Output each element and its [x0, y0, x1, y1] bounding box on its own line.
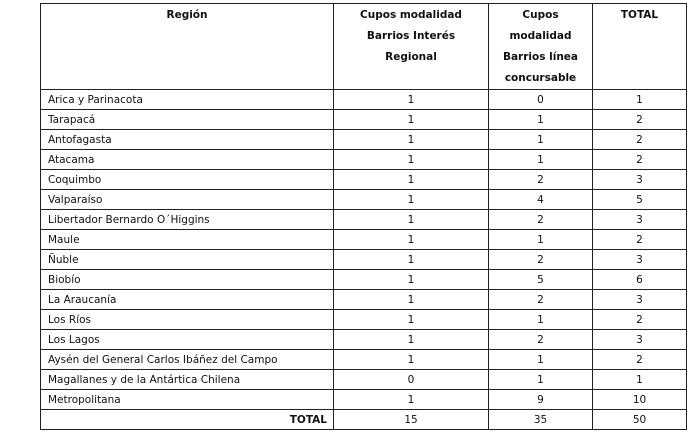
- barrios-linea-concursable-cell: 1: [489, 130, 593, 150]
- table-row: [41, 90, 687, 110]
- region-cell: Metropolitana: [41, 390, 334, 410]
- barrios-linea-concursable-cell: 2: [489, 210, 593, 230]
- row-total-cell: 1: [593, 90, 687, 110]
- barrios-linea-concursable-cell: 1: [489, 230, 593, 250]
- region-cell: Biobío: [41, 270, 334, 290]
- region-cell: Maule: [41, 230, 334, 250]
- barrios-linea-concursable-cell: 1: [489, 310, 593, 330]
- barrios-linea-concursable-cell: 2: [489, 170, 593, 190]
- region-cell: Ñuble: [41, 250, 334, 270]
- row-total-cell: 3: [593, 170, 687, 190]
- table-row: [41, 310, 687, 330]
- barrios-linea-concursable-cell: 4: [489, 190, 593, 210]
- barrios-linea-concursable-cell: 1: [489, 110, 593, 130]
- barrios-interes-regional-cell: 1: [334, 390, 489, 410]
- region-cell: Magallanes y de la Antártica Chilena: [41, 370, 334, 390]
- row-total-cell: 3: [593, 250, 687, 270]
- region-cell: Valparaíso: [41, 190, 334, 210]
- total-row: [41, 410, 687, 430]
- row-total-cell: 5: [593, 190, 687, 210]
- row-total-cell: 1: [593, 370, 687, 390]
- barrios-interes-regional-cell: 1: [334, 150, 489, 170]
- barrios-interes-regional-cell: 0: [334, 370, 489, 390]
- region-cell: Los Ríos: [41, 310, 334, 330]
- barrios-linea-concursable-cell: 9: [489, 390, 593, 410]
- header-region: Región: [41, 4, 334, 90]
- row-total-cell: 10: [593, 390, 687, 410]
- barrios-interes-regional-cell: 1: [334, 170, 489, 190]
- table-row: [41, 130, 687, 150]
- barrios-linea-concursable-cell: 1: [489, 370, 593, 390]
- total-grand: 50: [593, 410, 687, 430]
- region-cell: Antofagasta: [41, 130, 334, 150]
- table-row: [41, 330, 687, 350]
- total-barrios-linea-concursable: 35: [489, 410, 593, 430]
- region-cell: Libertador Bernardo O´Higgins: [41, 210, 334, 230]
- table-row: [41, 210, 687, 230]
- row-total-cell: 2: [593, 130, 687, 150]
- barrios-linea-concursable-cell: 2: [489, 250, 593, 270]
- header-row: [41, 4, 687, 90]
- barrios-linea-concursable-cell: 5: [489, 270, 593, 290]
- barrios-interes-regional-cell: 1: [334, 270, 489, 290]
- quota-table: [40, 3, 687, 430]
- barrios-interes-regional-cell: 1: [334, 90, 489, 110]
- barrios-interes-regional-cell: 1: [334, 210, 489, 230]
- region-cell: Atacama: [41, 150, 334, 170]
- region-cell: La Araucanía: [41, 290, 334, 310]
- header-barrios-interes-regional: Cupos modalidad Barrios Interés Regional: [334, 4, 489, 90]
- row-total-cell: 3: [593, 290, 687, 310]
- header-barrios-linea-concursable: Cupos modalidad Barrios línea concursable: [489, 4, 593, 90]
- row-total-cell: 2: [593, 110, 687, 130]
- row-total-cell: 2: [593, 230, 687, 250]
- region-cell: Aysén del General Carlos Ibáñez del Campo: [41, 350, 334, 370]
- total-row-label: TOTAL: [41, 410, 334, 430]
- row-total-cell: 2: [593, 350, 687, 370]
- region-cell: Los Lagos: [41, 330, 334, 350]
- barrios-linea-concursable-cell: 1: [489, 150, 593, 170]
- row-total-cell: 3: [593, 330, 687, 350]
- table-row: [41, 190, 687, 210]
- barrios-linea-concursable-cell: 1: [489, 350, 593, 370]
- header-total: TOTAL: [593, 4, 687, 90]
- barrios-linea-concursable-cell: 2: [489, 330, 593, 350]
- barrios-linea-concursable-cell: 2: [489, 290, 593, 310]
- table-row: [41, 270, 687, 290]
- total-barrios-interes-regional: 15: [334, 410, 489, 430]
- barrios-interes-regional-cell: 1: [334, 110, 489, 130]
- region-cell: Tarapacá: [41, 110, 334, 130]
- barrios-interes-regional-cell: 1: [334, 290, 489, 310]
- table-row: [41, 170, 687, 190]
- table-row: [41, 110, 687, 130]
- table-row: [41, 350, 687, 370]
- barrios-interes-regional-cell: 1: [334, 190, 489, 210]
- table-row: [41, 230, 687, 250]
- region-cell: Coquimbo: [41, 170, 334, 190]
- table-row: [41, 290, 687, 310]
- barrios-linea-concursable-cell: 0: [489, 90, 593, 110]
- barrios-interes-regional-cell: 1: [334, 310, 489, 330]
- row-total-cell: 3: [593, 210, 687, 230]
- table-row: [41, 370, 687, 390]
- region-cell: Arica y Parinacota: [41, 90, 334, 110]
- barrios-interes-regional-cell: 1: [334, 350, 489, 370]
- barrios-interes-regional-cell: 1: [334, 230, 489, 250]
- barrios-interes-regional-cell: 1: [334, 330, 489, 350]
- row-total-cell: 2: [593, 150, 687, 170]
- barrios-interes-regional-cell: 1: [334, 130, 489, 150]
- table-row: [41, 250, 687, 270]
- table-row: [41, 150, 687, 170]
- row-total-cell: 2: [593, 310, 687, 330]
- barrios-interes-regional-cell: 1: [334, 250, 489, 270]
- row-total-cell: 6: [593, 270, 687, 290]
- table-row: [41, 390, 687, 410]
